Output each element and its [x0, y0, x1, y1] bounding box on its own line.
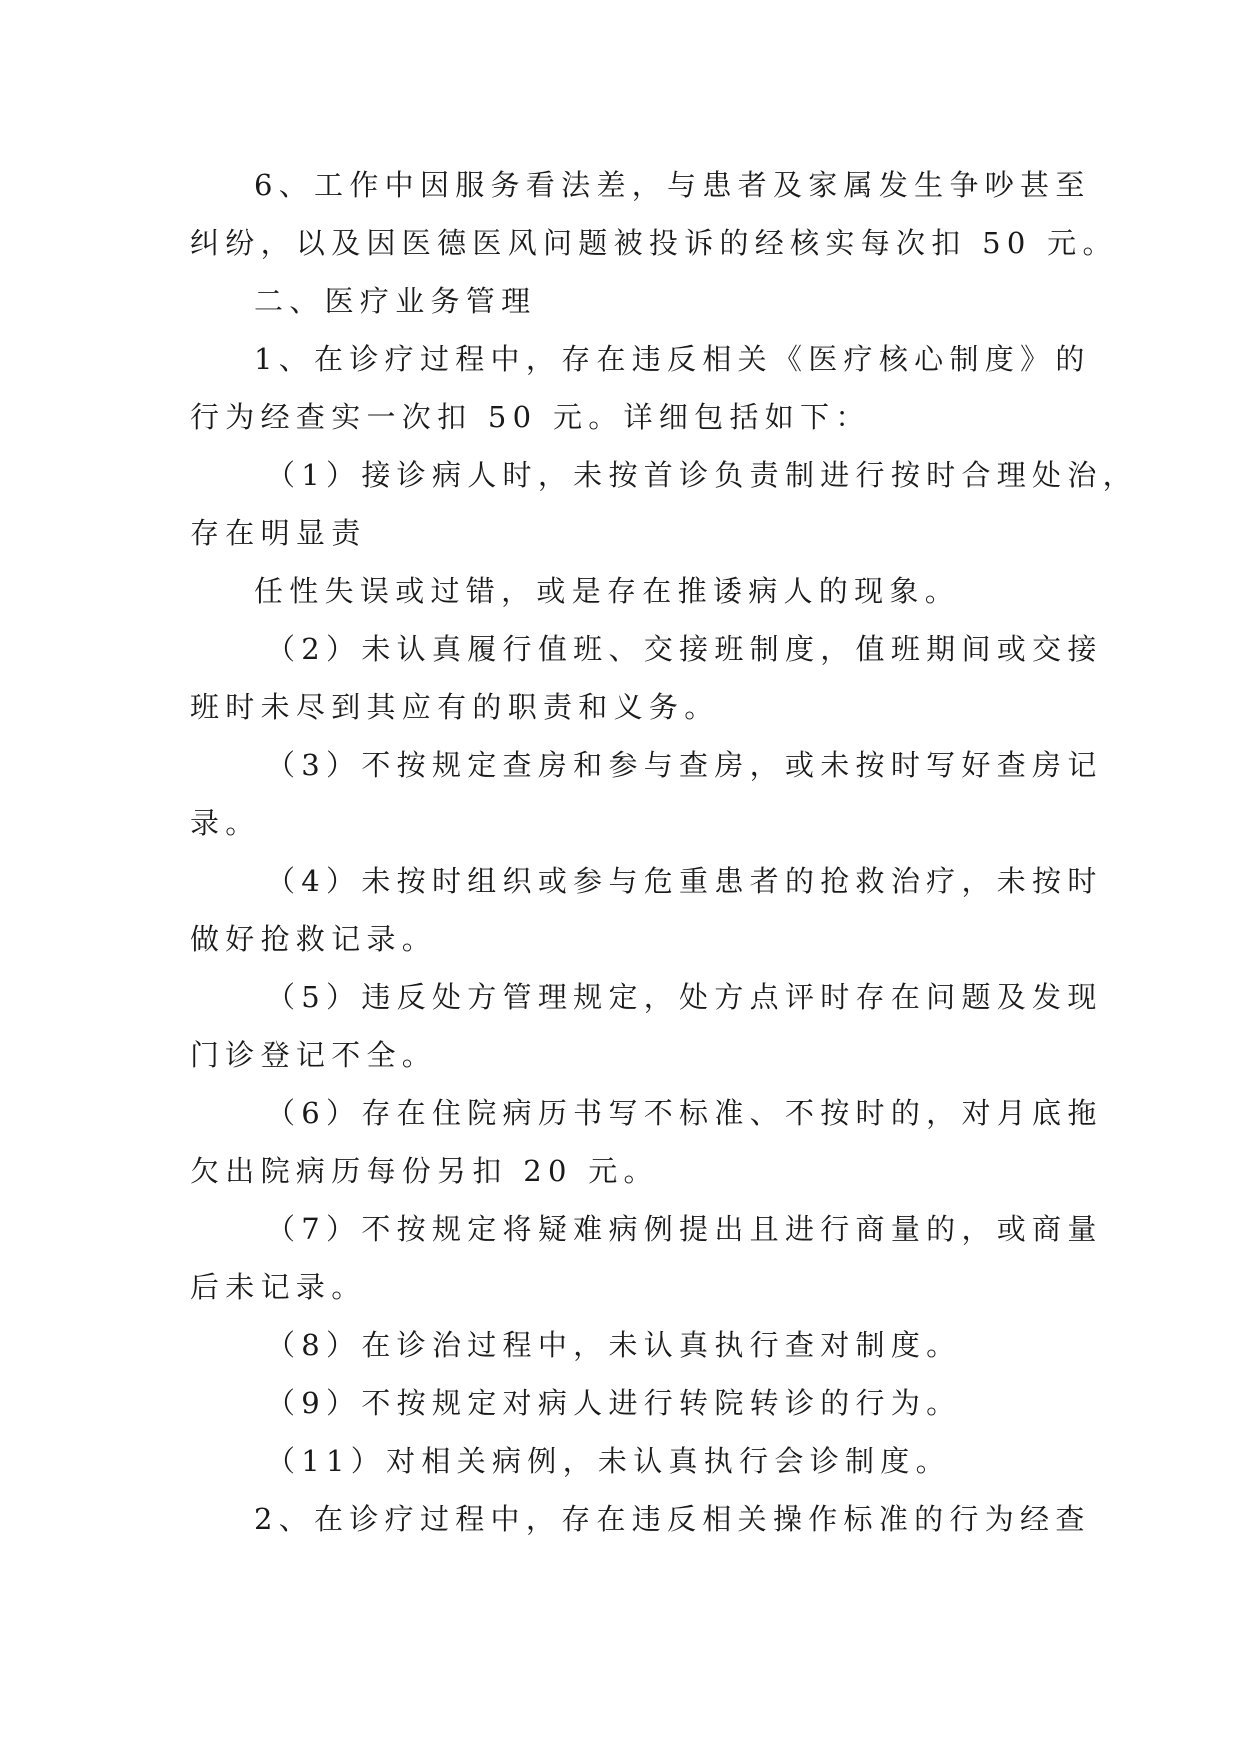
list-item-line: 做好抢救记录。: [190, 922, 438, 956]
list-item-line: （9）不按规定对病人进行转院转诊的行为。: [266, 1386, 962, 1420]
list-item-line: （5）违反处方管理规定，处方点评时存在问题及发现: [266, 980, 1103, 1014]
list-item-line: （7）不按规定将疑难病例提出且进行商量的，或商量: [266, 1212, 1103, 1246]
list-item-line: 欠出院病历每份另扣 20 元。: [190, 1154, 659, 1188]
list-item-line: 录。: [190, 806, 261, 840]
list-item-line: （2）未认真履行值班、交接班制度，值班期间或交接: [266, 632, 1103, 666]
list-item-line: （11）对相关病例，未认真执行会诊制度。: [266, 1444, 951, 1478]
list-item-line: 任性失误或过错，或是存在推诿病人的现象。: [254, 574, 961, 608]
list-item-line: 存在明显责: [190, 516, 367, 550]
paragraph-line: 纠纷，以及因医德医风问题被投诉的经核实每次扣 50 元。: [190, 226, 1118, 260]
list-item-line: 后未记录。: [190, 1270, 367, 1304]
list-item-line: （4）未按时组织或参与危重患者的抢救治疗，未按时: [266, 864, 1103, 898]
list-item-line: （1）接诊病人时，未按首诊负责制进行按时合理处治，: [266, 458, 1138, 492]
paragraph-line: 2、在诊疗过程中，存在违反相关操作标准的行为经查: [254, 1502, 1091, 1536]
paragraph-line: 1、在诊疗过程中，存在违反相关《医疗核心制度》的: [254, 342, 1091, 376]
paragraph-line: 行为经查实一次扣 50 元。详细包括如下：: [190, 400, 871, 434]
list-item-line: （6）存在住院病历书写不标准、不按时的，对月底拖: [266, 1096, 1103, 1130]
paragraph-line: 6、工作中因服务看法差，与患者及家属发生争吵甚至: [254, 168, 1091, 202]
section-heading: 二、医疗业务管理: [254, 284, 537, 318]
list-item-line: 门诊登记不全。: [190, 1038, 438, 1072]
list-item-line: （8）在诊治过程中，未认真执行查对制度。: [266, 1328, 962, 1362]
list-item-line: 班时未尽到其应有的职责和义务。: [190, 690, 720, 724]
list-item-line: （3）不按规定查房和参与查房，或未按时写好查房记: [266, 748, 1103, 782]
